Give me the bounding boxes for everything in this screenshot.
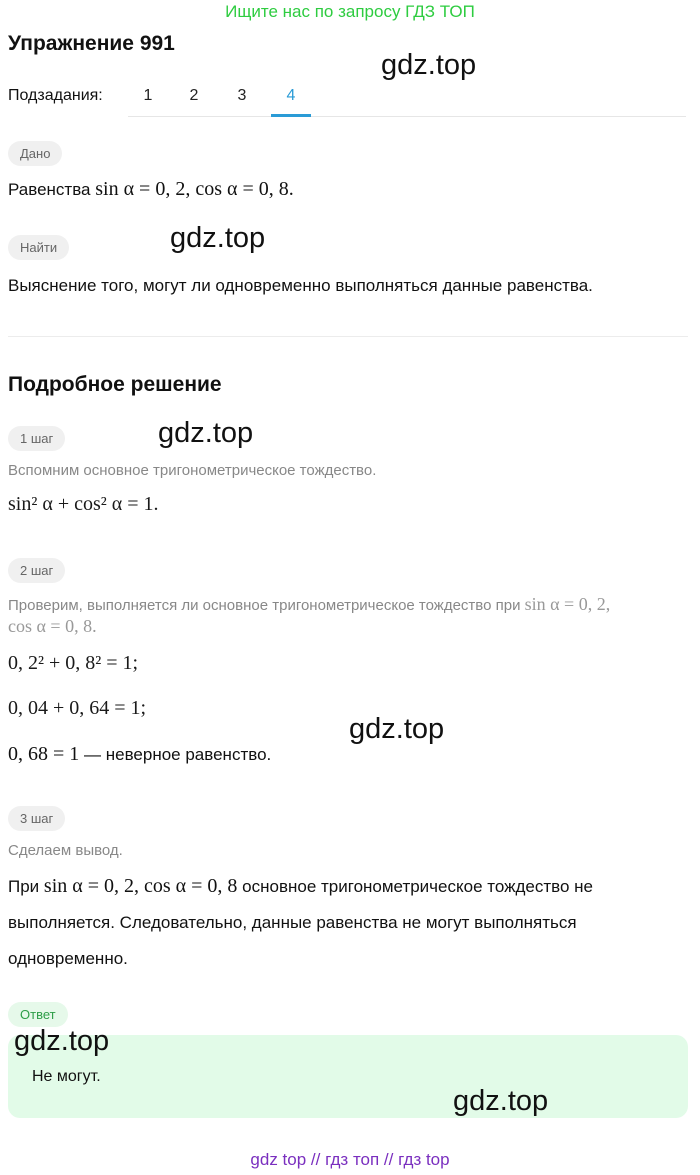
- step-3-text-line-1: [8, 875, 593, 898]
- watermark: gdz.top: [170, 222, 266, 254]
- step-2-line-3: [8, 743, 271, 766]
- given-prefix: Равенства: [8, 180, 91, 199]
- answer-box: [8, 1035, 688, 1118]
- step-3-text-math: sin α = 0, 2, cos α = 0, 8: [43, 875, 238, 897]
- step-2-badge: 2 шаг: [8, 558, 65, 583]
- section-divider: [8, 336, 688, 337]
- footer-links[interactable]: gdz top // гдз топ // гдз top: [250, 1150, 450, 1169]
- step-2-hint-prefix: Проверим, выполняется ли основное тригонометрическое тождество при: [8, 597, 521, 614]
- given-text: [8, 178, 294, 201]
- given-badge: Дано: [8, 141, 62, 166]
- solution-title: Подробное решение: [8, 373, 222, 396]
- answer-text: Не могут.: [32, 1068, 101, 1085]
- step-2-line-1: 0, 2² + 0, 8² = 1;: [8, 652, 139, 674]
- step-2-hint-line2: [8, 616, 97, 637]
- subtasks-label: Подзадания:: [8, 87, 103, 104]
- subtasks-divider: [128, 116, 686, 117]
- watermark: gdz.top: [453, 1085, 549, 1117]
- active-tab-indicator: [271, 114, 311, 117]
- subtask-tab-1[interactable]: 1: [143, 87, 153, 104]
- subtask-tab-3[interactable]: 3: [237, 87, 247, 104]
- given-math: sin α = 0, 2, cos α = 0, 8.: [95, 178, 294, 200]
- step-3-text-suffix: основное тригонометрическое тождество не: [242, 877, 594, 896]
- find-badge: Найти: [8, 235, 69, 260]
- subtask-tab-4[interactable]: 4: [286, 87, 296, 104]
- step-2-hint: [8, 594, 610, 615]
- watermark: gdz.top: [381, 49, 477, 81]
- step-3-badge: 3 шаг: [8, 806, 65, 831]
- search-banner: Ищите нас по запросу ГДЗ ТОП: [225, 2, 475, 21]
- step-3-text-prefix: При: [8, 877, 40, 896]
- watermark: gdz.top: [14, 1025, 110, 1057]
- exercise-title: Упражнение 991: [8, 32, 175, 55]
- step-1-hint: Вспомним основное тригонометрическое тождество.: [8, 462, 377, 479]
- step-1-badge: 1 шаг: [8, 426, 65, 451]
- answer-badge: Ответ: [8, 1002, 68, 1027]
- step-2-line-2: 0, 04 + 0, 64 = 1;: [8, 697, 147, 719]
- step-1-formula: sin² α + cos² α = 1.: [8, 493, 159, 515]
- step-2-hint-math-2: cos α = 0, 8.: [8, 616, 97, 636]
- step-2-line-3-text: — неверное равенство.: [84, 745, 272, 764]
- watermark: gdz.top: [349, 713, 445, 745]
- step-2-line-3-math: 0, 68 = 1: [8, 743, 80, 765]
- step-3-text-line-2: выполняется. Следовательно, данные равенства не могут выполняться: [8, 913, 577, 932]
- step-2-hint-math-1: sin α = 0, 2,: [524, 594, 611, 614]
- step-3-text-line-3: одновременно.: [8, 949, 128, 968]
- subtask-tab-2[interactable]: 2: [189, 87, 199, 104]
- find-text: Выяснение того, могут ли одновременно выполняться данные равенства.: [8, 276, 593, 295]
- step-3-hint: Сделаем вывод.: [8, 842, 123, 859]
- watermark: gdz.top: [158, 417, 254, 449]
